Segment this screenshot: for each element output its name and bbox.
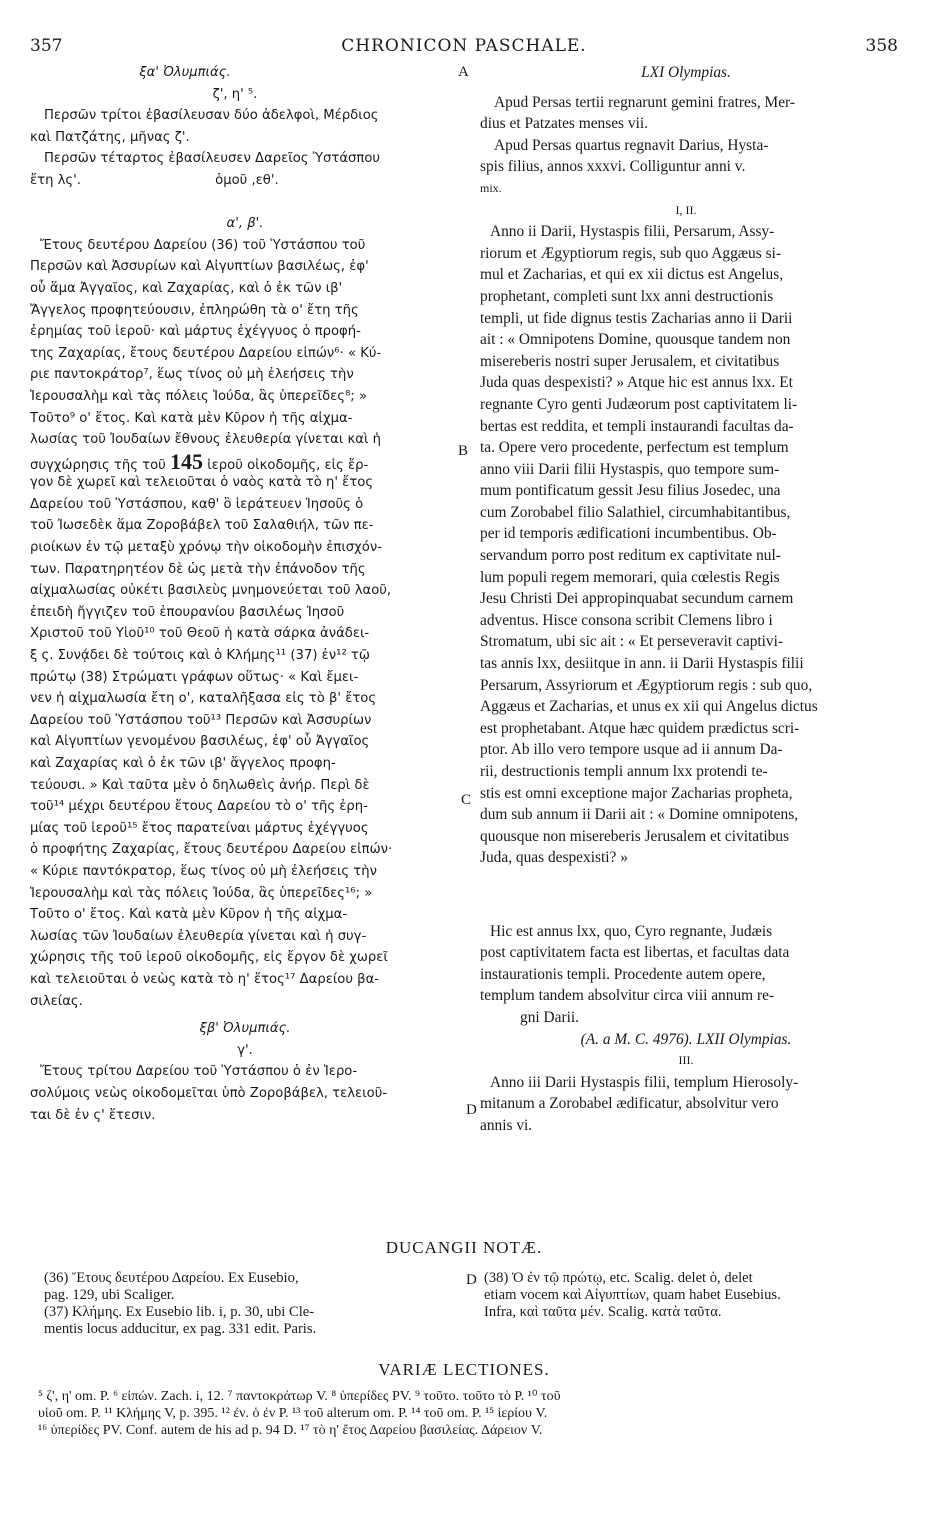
greek-line: καὶ Αἰγυπτίων γενομένου βασιλέως, ἐφ' οὗ Ἀγγαῖος xyxy=(30,734,370,750)
greek-line: Δαρείου τοῦ Ὑστάσπου τοῦ¹³ Περσῶν καὶ Ἀσσυρίων xyxy=(30,712,372,728)
greek-line-part: συγχώρησις τῆς τοῦ xyxy=(30,457,166,473)
latin-line: Stromatum, ubi sic ait : « Et perseveravit captivi- xyxy=(480,633,784,651)
latin-line: dum sub annum ii Darii ait : « Domine omnipotens, xyxy=(480,806,799,824)
note-line: (37) Κλήμης. Ex Eusebio lib. i, p. 30, ubi Cle- xyxy=(44,1304,315,1320)
note-line: mentis locus adducitur, ex pag. 331 edit. Paris. xyxy=(44,1321,317,1337)
greek-line: ἐπειδὴ ἤγγιζεν τοῦ ἐπουρανίου βασιλέως Ἰησοῦ xyxy=(30,604,345,620)
greek-line: Ἱερουσαλὴμ καὶ τὰς πόλεις Ἰούδα, ἃς ὑπερεῖδες⁸; » xyxy=(30,388,368,404)
greek-line: οὗ ἅμα Ἀγγαῖος, καὶ Ζαχαρίας, καὶ ὁ ἐκ τῶν ιβ' xyxy=(30,280,343,296)
latin-line: mul et Zacharias, et qui ex xii dictus est Angelus, xyxy=(480,266,784,284)
latin-line: mum pontificatum gessit Jesu filius Josedec, una xyxy=(480,482,781,500)
greek-line: λωσίας τοῦ Ἰουδαίων ἔθνους ἐλευθερία γίνεται καὶ ἡ xyxy=(30,432,381,448)
latin-line: Hic est annus lxx, quo, Cyro regnante, Judæis xyxy=(490,922,773,940)
latin-line: per id temporis ædificationi incumbentibus. Ob- xyxy=(480,525,777,543)
note-line: (38) Ὁ ἐν τῷ πρώτῳ, etc. Scalig. delet ὁ, delet xyxy=(484,1270,753,1286)
greek-line: μίας τοῦ ἱεροῦ¹⁵ ἔτος παρατείναι μάρτυς ἐχέγγυος xyxy=(30,820,369,836)
greek-line: Ἱερουσαλὴμ καὶ τὰς πόλεις Ἰούδα, ἃς ὑπερεῖδες¹⁶; » xyxy=(30,885,373,901)
greek-line: Ἔτους τρίτου Δαρείου τοῦ Ὑστάσπου ὁ ἐν Ἱερο- xyxy=(40,1064,358,1080)
greek-line: Ἄγγελος προφητεύουσιν, ἐπληρώθη τὰ ο' ἔτη τῆς xyxy=(30,302,359,318)
greek-line: ἔτη λς'. ὁμοῦ ,εθ'. xyxy=(30,172,279,188)
latin-line: prophetant, completi sunt lxx anni destructionis xyxy=(480,287,774,305)
latin-line: Apud Persas tertii regnarunt gemini fratres, Mer- xyxy=(494,93,795,111)
notes-margin-mark-d: D xyxy=(466,1272,477,1288)
greek-line: Δαρείου τοῦ Ὑστάσπου, καθ' ὃ ἱεράτευεν Ἰησοῦς ὁ xyxy=(30,496,364,512)
latin-year-label: I, II. xyxy=(675,202,697,217)
latin-line: spis filius, annos xxxvi. Colliguntur anni v. xyxy=(480,158,746,176)
latin-line: Aggæus et Zacharias, et unus ex xii qui Angelus dictus xyxy=(480,698,818,716)
latin-blank xyxy=(480,891,892,921)
latin-line: anno viii Darii filii Hystaspis, quo tempore sum- xyxy=(480,460,780,478)
latin-blank xyxy=(480,84,892,92)
greek-line: γον δὲ χωρεῖ καὶ τελειοῦται ὁ ναὸς κατὰ τὸ η' ἔτος xyxy=(30,475,374,491)
greek-line: ὁ προφήτης Ζαχαρίας, ἔτους δευτέρου Δαρείου εἰπών· xyxy=(30,842,393,858)
greek-line: ριε παντοκράτορ⁷, ἕως τίνος οὐ μὴ ἐλεήσεις τὴν xyxy=(30,367,354,383)
latin-line: cum Zorobabel filio Salathiel, circumhabitantibus, xyxy=(480,503,791,521)
greek-line: ξ ς. Συνᾴδει δὲ τούτοις καὶ ὁ Κλήμης¹¹ (37) ἐν¹² τῷ xyxy=(30,648,370,664)
notes-left xyxy=(44,1270,464,1338)
latin-line: ait : « Omnipotens Domine, quousque tandem non xyxy=(480,331,791,349)
greek-line: « Κύριε παντόκρατορ, ἕως τίνος οὐ μὴ ἐλεήσεις τὴν xyxy=(30,863,377,879)
greek-line: νεν ἡ αἰχμαλωσία ἔτη ο', καταλῆξασα εἰς τὸ β' ἔτος xyxy=(30,691,377,707)
latin-line: Apud Persas quartus regnavit Darius, Hysta- xyxy=(494,136,769,154)
greek-line: των. Παρατηρητέον δὲ ὡς μετὰ τὴν ἐπάνοδον τῆς xyxy=(30,561,366,577)
greek-year-label: γ'. xyxy=(237,1042,253,1058)
latin-line: rii, destructionis templi annum lxx protendi te- xyxy=(480,763,768,780)
latin-year-label: III. xyxy=(678,1053,694,1068)
latin-line: misereberis nostri super Jerusalem, et civitatibus xyxy=(480,352,780,370)
margin-mark-a: A xyxy=(458,64,469,80)
greek-line: Χριστοῦ τοῦ Υἱοῦ¹⁰ τοῦ Θεοῦ ἡ κατὰ σάρκα ἀνάδει- xyxy=(30,626,370,642)
latin-line: Persarum, Assyriorum et Ægyptiorum regis : sub quo, xyxy=(480,676,813,694)
greek-line: ται δὲ ἐν ς' ἔτεσιν. xyxy=(30,1107,156,1123)
latin-line: quousque non misereberis Jerusalem et civitatibus xyxy=(480,827,790,845)
latin-line: est prophetabant. Atque hæc quidem prædictus scri- xyxy=(480,719,800,737)
greek-line: τεύουσι. » Καὶ ταῦτα μὲν ὁ δηλωθεὶς ἀνήρ. Περὶ δὲ xyxy=(30,777,370,793)
latin-line: Juda quas despexisti? » Atque hic est annus lxx. Et xyxy=(480,374,793,392)
latin-column xyxy=(480,62,892,1137)
latin-line: tas annis lxx, desiitque in ann. ii Darii Hystaspis filii xyxy=(480,655,804,673)
note-line: Infra, καὶ ταῦτα μέν. Scalig. κατὰ ταῦτα. xyxy=(484,1304,722,1320)
variant-line: υἱοῦ om. P. ¹¹ Κλήμης V, p. 395. ¹² ἐν. ὁ ἐν P. ¹³ τοῦ alterum om. P. ¹⁴ τοῦ om. P. ¹⁵ ἱερίου V. xyxy=(38,1406,548,1421)
greek-line: λωσίας τῶν Ἰουδαίων ἐλευθερία γίνεται καὶ ἡ συγ- xyxy=(30,928,367,944)
latin-olympiad-heading: (A. a M. C. 4976). LXII Olympias. xyxy=(580,1030,792,1048)
greek-year-label: ζ', η' ⁵. xyxy=(212,86,258,102)
greek-line: Ἔτους δευτέρου Δαρείου (36) τοῦ Ὑστάσπου τοῦ xyxy=(40,237,366,253)
latin-line: regnante Cyro genti Judæorum post captivitatem li- xyxy=(480,395,798,413)
greek-line: πρώτῳ (38) Στρώματι γράφων οὕτως· « Καὶ ἔμει- xyxy=(30,669,359,685)
notes-right xyxy=(484,1270,896,1321)
latin-line: templi, ut fide dignus testis Zacharias anno ii Darii xyxy=(480,309,793,327)
variant-line: ⁵ ζ', η' om. P. ⁶ εἰπών. Zach. i, 12. ⁷ παντοκράτωρ V. ⁸ ὑπερίδες PV. ⁹ τοῦτο. τοῦτο τὸ P. ¹⁰ τοῦ xyxy=(38,1389,561,1404)
latin-line: bertas est reddita, et templi instaurandi facultas da- xyxy=(480,417,794,435)
latin-line: stis est omni exceptione major Zacharias propheta, xyxy=(480,784,793,802)
latin-line: ptor. Ab illo vero tempore usque ad ii annum Da- xyxy=(480,741,783,759)
latin-line: servandum porro post reditum ex captivitate nul- xyxy=(480,547,781,565)
greek-column xyxy=(30,62,460,1126)
greek-line: καὶ Πατζάτης, μῆνας ζ'. xyxy=(30,129,190,145)
variant-line: ¹⁶ ὑπερίδες PV. Conf. autem de his ad p. 94 D. ¹⁷ τὸ η' ἔτος Δαρείου βασιλείας. Δάρειον V. xyxy=(38,1423,543,1438)
latin-line: mitanum a Zorobabel ædificatur, absolvitur vero xyxy=(480,1095,779,1113)
greek-line: Τοῦτο⁹ ο' ἔτος. Καὶ κατὰ μὲν Κῦρον ἡ τῆς αἰχμα- xyxy=(30,410,353,426)
greek-line-part: ἱεροῦ οἰκοδομῆς, εἰς ἔρ- xyxy=(207,457,369,473)
greek-line: τοῦ Ἰωσεδὲκ ἅμα Ζοροβάβελ τοῦ Σαλαθιήλ, τῶν πε- xyxy=(30,518,374,534)
greek-line: σιλείας. xyxy=(30,993,83,1009)
latin-line: post captivitatem facta est libertas, et facultas data xyxy=(480,944,790,962)
note-line: (36) Ἔτους δευτέρου Δαρείου. Ex Eusebio, xyxy=(44,1270,299,1286)
greek-blank xyxy=(30,192,460,214)
greek-olympiad-heading: ξα' Ὀλυμπιάς. xyxy=(139,65,231,80)
latin-blank xyxy=(480,869,892,891)
greek-olympiad-heading: ξβ' Ὀλυμπιάς. xyxy=(199,1021,291,1037)
margin-mark-b: B xyxy=(458,443,469,459)
note-line: etiam vocem καὶ Αἰγυπτίων, quam habet Eusebius. xyxy=(484,1287,781,1303)
greek-line: καὶ τελειοῦται ὁ νεὼς κατὰ τὸ η' ἔτος¹⁷ Δαρείου βα- xyxy=(30,971,380,987)
greek-line: αἰχμαλωσίας οὐκέτι βασιλεὺς μνημονεύεται τοῦ λαοῦ, xyxy=(30,583,392,599)
latin-line: lum populi regem memorari, quia cœlestis Regis xyxy=(480,568,780,586)
greek-line: Περσῶν καὶ Ἀσσυρίων καὶ Αἰγυπτίων βασιλέως, ἐφ' xyxy=(30,259,369,275)
page-number-right: 358 xyxy=(865,36,898,56)
greek-line: ριοίκων ἐν τῷ μεταξὺ χρόνῳ τὴν οἰκοδομὴν ἐπισχόν- xyxy=(30,540,382,556)
latin-line: gni Darii. xyxy=(520,1008,579,1026)
greek-line: Περσῶν τέταρτος ἐβασίλευσεν Δαρεῖος Ὑστάσπου xyxy=(44,151,381,167)
notes-heading: DUCANGII NOTÆ. xyxy=(385,1238,543,1257)
running-title: CHRONICON PASCHALE. xyxy=(341,36,587,56)
margin-mark-d: D xyxy=(466,1102,477,1118)
latin-line: Jesu Christi Dei appropinquabat secundum carnem xyxy=(480,590,794,608)
greek-line: τοῦ¹⁴ μέχρι δευτέρου ἔτους Δαρείου τὸ ο' τῆς ἐρη- xyxy=(30,799,368,815)
page-marker-145: 145 xyxy=(170,450,204,473)
latin-line: instaurationis templi. Procedente autem opere, xyxy=(480,965,766,983)
latin-line: annis vi. xyxy=(480,1116,533,1134)
greek-year-label: α', β'. xyxy=(226,216,264,232)
latin-line: adventus. Hisce consona scribit Clemens libro i xyxy=(480,611,773,629)
greek-line: σολύμοις νεὼς οἰκοδομεῖται ὑπὸ Ζοροβάβελ, τελειοῦ- xyxy=(30,1085,388,1101)
latin-line: riorum et Ægyptiorum regis, sub quo Aggæus si- xyxy=(480,244,781,262)
latin-line: ta. Opere vero procedente, perfectum est templum xyxy=(480,439,789,457)
latin-line: dius et Patzates menses vii. xyxy=(480,115,648,133)
latin-line: Juda, quas despexisti? » xyxy=(480,849,628,867)
page-number-left: 357 xyxy=(30,36,63,56)
running-header xyxy=(0,36,928,60)
latin-line: Anno ii Darii, Hystaspis filii, Persarum, Assy- xyxy=(490,223,775,241)
note-line: pag. 129, ubi Scaliger. xyxy=(44,1287,175,1303)
variae-lectiones xyxy=(38,1388,898,1439)
greek-line: της Ζαχαρίας, ἔτους δευτέρου Δαρείου εἰπών⁶· « Κύ- xyxy=(30,345,382,361)
margin-mark-c: C xyxy=(461,792,472,808)
latin-line: templum tandem absolvitur circa viii annum re- xyxy=(480,987,775,1005)
variae-lectiones-heading: VARIÆ LECTIONES. xyxy=(378,1360,550,1379)
greek-line: χώρησις τῆς τοῦ ἱεροῦ οἰκοδομῆς, εἰς ἔργον δὲ χωρεῖ xyxy=(30,950,388,966)
latin-line: mix. xyxy=(480,180,502,195)
greek-line: καὶ Ζαχαρίας καὶ ὁ ἐκ τῶν ιβ' ἄγγελος προφη- xyxy=(30,756,336,771)
greek-line: Τοῦτο ο' ἔτος. Καὶ κατὰ μὲν Κῦρον ἡ τῆς αἰχμα- xyxy=(30,907,348,923)
latin-line: Anno iii Darii Hystaspis filii, templum Hierosoly- xyxy=(490,1073,799,1091)
greek-line: Περσῶν τρίτοι ἐβασίλευσαν δύο ἀδελφοὶ, Μέρδιος xyxy=(44,108,379,124)
greek-line: ἐρημίας τοῦ ἱεροῦ· καὶ μάρτυς ἐχέγγυος ὁ προφή- xyxy=(30,324,361,340)
greek-line-with-page-marker xyxy=(30,451,460,473)
latin-olympiad-heading: LXI Olympias. xyxy=(641,64,731,81)
